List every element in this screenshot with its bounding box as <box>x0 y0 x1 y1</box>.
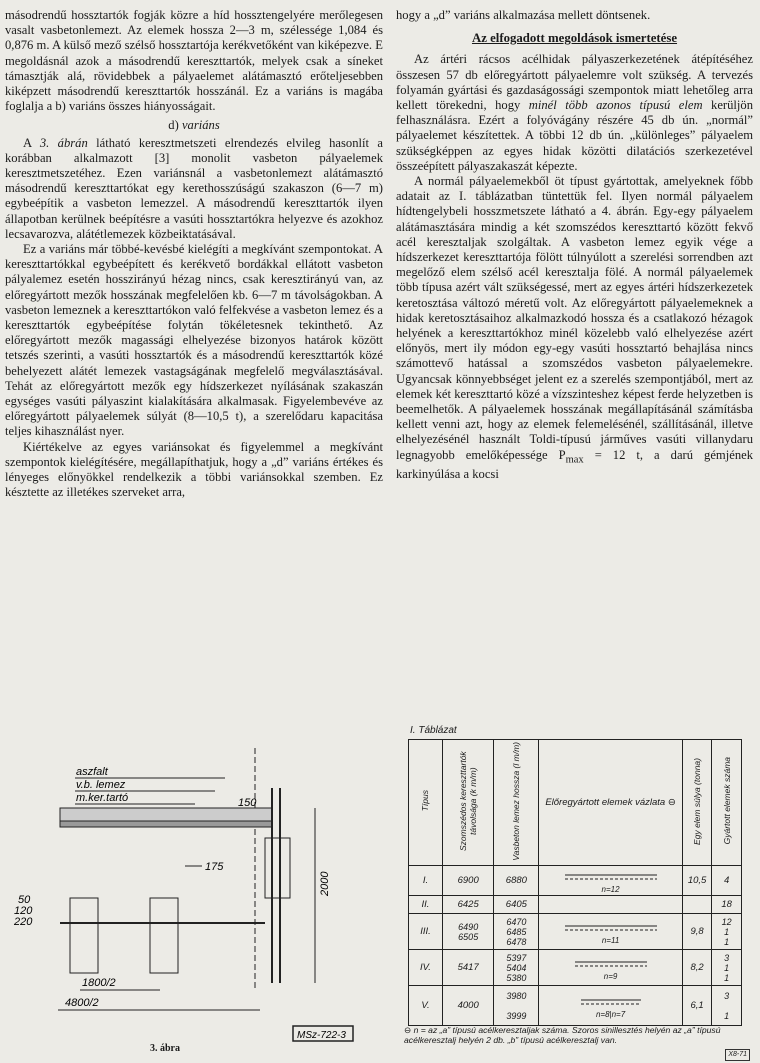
stringer <box>70 898 98 973</box>
table-title: I. Táblázat <box>410 725 457 736</box>
paragraph: Kiértékelve az egyes variánsokat és figyelemmel a megkívánt szempontok kielégítésére, megállapíthatjuk, hogy a „d” variáns értékes és lényeges előnyökkel rendelkezik a többi variánsokkal szemben. Ez késztette az illetékes szerveket arra, <box>5 439 383 500</box>
cell-count: 4 <box>712 866 742 896</box>
col-header: Gyártott elemek száma <box>721 757 732 845</box>
cell-distance: 5417 <box>442 950 493 986</box>
dim-120: 120 <box>14 905 33 917</box>
deck-slab <box>60 808 272 821</box>
cell-distance: 6490 6505 <box>442 914 493 950</box>
cell-sketch <box>539 896 682 914</box>
cell-length: 6405 <box>494 896 539 914</box>
text-run: = 12 t, a darú gémjének karkinyúlása a kocsi <box>396 447 753 482</box>
paragraph: másodrendű hossztartók fogják közre a híd hossztengelyére merőlegesen vasalt vasbetonlemezt. Az elemek hossza 2—3 m, szélessége 1,084 és 0,876 m. A külső mező szélső hossztartója kerékvetőként van kiképezve. E megoldásnál azok a másodrendű kereszttartók, melyek csak a síneket támasztják alá, rövidebbek a pályaelemet alátámasztó erőteljesebben kiképzett másodrendű kereszttartók hosszánál. Ez a variáns is magába foglalja a b) variáns összes hiányosságait. <box>5 8 383 114</box>
col-header: Vasbeton lemez hossza (l m/m) <box>511 741 522 861</box>
cell-length: 3980 3999 <box>494 986 539 1026</box>
subheading-word: variáns <box>181 118 220 133</box>
footnote-text: ⊖ n = az „a” típusú acélkeresztaljak száma. Szoros sinillesztés helyén az „a” típusú acélkeresztalj helyén 2 db. „b” típusú acélkeresztalj van. <box>404 1025 721 1045</box>
label-cross-girder: m.ker.tartó <box>76 792 129 804</box>
paragraph <box>396 52 753 174</box>
emphasis: minél több azonos típusú elem <box>528 98 703 113</box>
stringer <box>150 898 178 973</box>
text-run: A normál pályaelemekből öt típust gyártottak, amelyeknek főbb adatait az I. táblázatban tüntettük fel. Ilyen normál pályaelem hídtengelybeli hosszmetszete látható a 4. ábrán. Egy-egy pályaelem alátámasztására mindig a két szomszédos kereszttartó között fekvő acél keresztaljak szolgáltak. A vasbeton lemez egyik vége a hídszerkezet kereszttartója fölött túlnyúlott a szerelési sorrendben azt megelőző elem szélső acél keresztalja fölé. A normál pályaelemek több típusa azért vált szükségessé, mert az egyes ártéri hídszerkezetek keretosztása változó méretű volt. Az előregyártott pályaelemeknek a hidak keretosztásaihoz alkalmazkodó hossza és a csatlakozó hézagok helyének a kereszttartókhoz minél közelebb való elhelyezése azért előnyös, mert ily módon egy-egy vasúti hossztartó behajlása nincs számottevő hatással a szomszédos vasbeton pályaelemekre. Ugyancsak könnyebbséget jelent ez a szerelés szempontjából, mert az elemek két kereszttartó közé a vízszinteshez képest ferde helyzetben is beemelhetők. A pályaelemek hosszának megállapításánál számításba kellett venni azt, hogy az elemek felemelésénél, szállításánál, illetve elhelyezésénél használt Toldi-típusú járműves vasúti villanydaru legnagyobb emelőképessége P <box>396 174 753 462</box>
figure-ref: 3. ábrán <box>39 135 88 150</box>
dim-4800-2: 4800/2 <box>65 997 99 1009</box>
cell-sketch <box>539 914 682 950</box>
element-sketch <box>561 866 661 884</box>
paragraph: hogy a „d” variáns alkalmazása mellett döntsenek. <box>396 8 651 22</box>
cell-type: V. <box>409 986 443 1026</box>
cell-distance: 6425 <box>442 896 493 914</box>
n-count: n=12 <box>601 885 620 894</box>
cell-type: I. <box>409 866 443 896</box>
dim-1800-2: 1800/2 <box>82 977 116 989</box>
dim-220: 220 <box>14 916 33 928</box>
cell-weight: 6,1 <box>682 986 712 1026</box>
n-count: n=11 <box>601 936 620 945</box>
table-1 <box>396 723 756 1059</box>
figure-caption: 3. ábra <box>150 1043 180 1054</box>
n-count: n=9 <box>603 972 618 981</box>
table-footnote <box>404 1025 752 1058</box>
text-run: A <box>23 135 40 150</box>
text-run: Az ártéri rácsos acélhidak pályaszerkezetének átépítéséhez összesen 57 db előregyártott pályaelemre volt szükség. A tervezés folyamán gyártási és gazdaságossági szempontok miatt lehetőleg arra kellett törekedni, hogy <box>396 52 753 113</box>
dim-2000: 2000 <box>319 871 331 896</box>
table-row <box>409 914 742 950</box>
figure-3-drawing <box>10 748 380 1058</box>
dim-50: 50 <box>18 894 31 906</box>
subheading-letter: d) <box>168 118 179 133</box>
cell-sketch <box>539 986 682 1026</box>
label-rc-slab: v.b. lemez <box>76 779 126 791</box>
data-table <box>408 739 742 1026</box>
text-run: látható keresztmetszeti elrendezés elvileg hasonlít a korábban alkalmazott [3] monolit vasbeton pályaelemek keresztmetszetéhez. Ezen variánsnál a vasbetonlemezt alátámasztó másodrendű kereszttartókat egy kerethosszúságú szakaszon (6—7 m) egybeépítik a vasbeton lemezzel. A másodrendű kereszttartók ilyen állapotban kerülnek beépítésre a vasúti hossztartókra helyezve és azokhoz lecsavarozva, alátétlemezek közbeiktatásával. <box>5 135 383 241</box>
cell-type: III. <box>409 914 443 950</box>
stamp-code: MSz-722-3 <box>297 1030 346 1041</box>
cell-weight: 9,8 <box>682 914 712 950</box>
cell-count: 12 1 1 <box>712 914 742 950</box>
cell-length: 5397 5404 5380 <box>494 950 539 986</box>
cell-count: 18 <box>712 896 742 914</box>
table-row <box>409 986 742 1026</box>
cell-length: 6470 6485 6478 <box>494 914 539 950</box>
col-header: Előregyártott elemek vázlata <box>545 797 666 808</box>
cell-type: II. <box>409 896 443 914</box>
cross-section-drawing <box>10 748 380 1048</box>
cross-beam-flange <box>60 821 272 827</box>
table-row <box>409 950 742 986</box>
cell-count: 3 1 <box>712 986 742 1026</box>
cell-sketch <box>539 866 682 896</box>
paragraph: Ez a variáns már többé-kevésbé kielégíti a megkívánt szempontokat. A kereszttartókkal egybeépített és kerékvető bordákkal ellátott vasbeton pályalemez esetén hosszirányú hézag nincs, csak keresztirányú van, az előregyártott mezők hosszának megfelelően kb. 6—7 m távolságokban. A vasbeton lemeznek a kereszttartókon való felfekvése a vasbeton lemez és a kereszttartók egybeépítése folytán tökéletesnek tekinthető. Az előregyártott mezők magassági elhelyezése bizonyos határok között tetszés szerinti, a vasúti hossztartók és a másodrendű kereszttartók közé behelyezett alátét lemezek vastagságának megfelelő megválasztásával. Tehát az előregyártott mezők egy hídszerkezet nyílásának szakaszán egységes vasúti pályaszint kialakítására alkalmasak. Figyelembevéve az előregyártott pályaelemek súlyát (8—10,5 t), a szerelődaru kapacitása teljes kihasználást nyer. <box>5 242 383 439</box>
cell-distance: 6900 <box>442 866 493 896</box>
cell-weight: 8,2 <box>682 950 712 986</box>
left-text-column <box>5 8 383 501</box>
label-asphalt: aszfalt <box>76 766 108 778</box>
cell-distance: 4000 <box>442 986 493 1026</box>
col-header: Típus <box>420 790 431 812</box>
n-count: n=8|n=7 <box>595 1010 626 1019</box>
subheading <box>5 118 383 133</box>
subscript: max <box>565 454 584 466</box>
text-run: kerüljön felhasználásra. Ezért a folyóvágány részére 45 db ún. „normál” pályaelemet készítettek. A többi 12 db ún. „különleges” pályaelem szükségképpen az egyes hidak közötti dilatációs szerkezetével összeépített pályaszakaszát képezte. <box>396 98 754 173</box>
footnote-mark: ⊖ <box>667 797 676 808</box>
right-text-column <box>396 8 753 483</box>
table-header-row <box>409 740 742 866</box>
girder-detail <box>265 838 290 898</box>
dim-150: 150 <box>238 797 257 809</box>
section-heading: Az elfogadott megoldások ismertetése <box>471 31 678 46</box>
cell-weight: 10,5 <box>682 866 712 896</box>
table-row <box>409 896 742 914</box>
table-row <box>409 866 742 896</box>
col-header: Szomszédos kereszttartók távolsága (k m/m) <box>458 751 479 851</box>
element-sketch <box>561 917 661 935</box>
cell-length: 6880 <box>494 866 539 896</box>
cell-sketch <box>539 950 682 986</box>
print-code: X8-71 <box>725 1049 750 1061</box>
paragraph <box>396 174 753 483</box>
cell-count: 3 1 1 <box>712 950 742 986</box>
paragraph <box>5 136 383 242</box>
element-sketch <box>561 953 661 971</box>
dim-175: 175 <box>205 861 224 873</box>
col-header: Egy elem súlya (tonna) <box>692 757 703 845</box>
element-sketch <box>561 991 661 1009</box>
cell-type: IV. <box>409 950 443 986</box>
cell-weight <box>682 896 712 914</box>
